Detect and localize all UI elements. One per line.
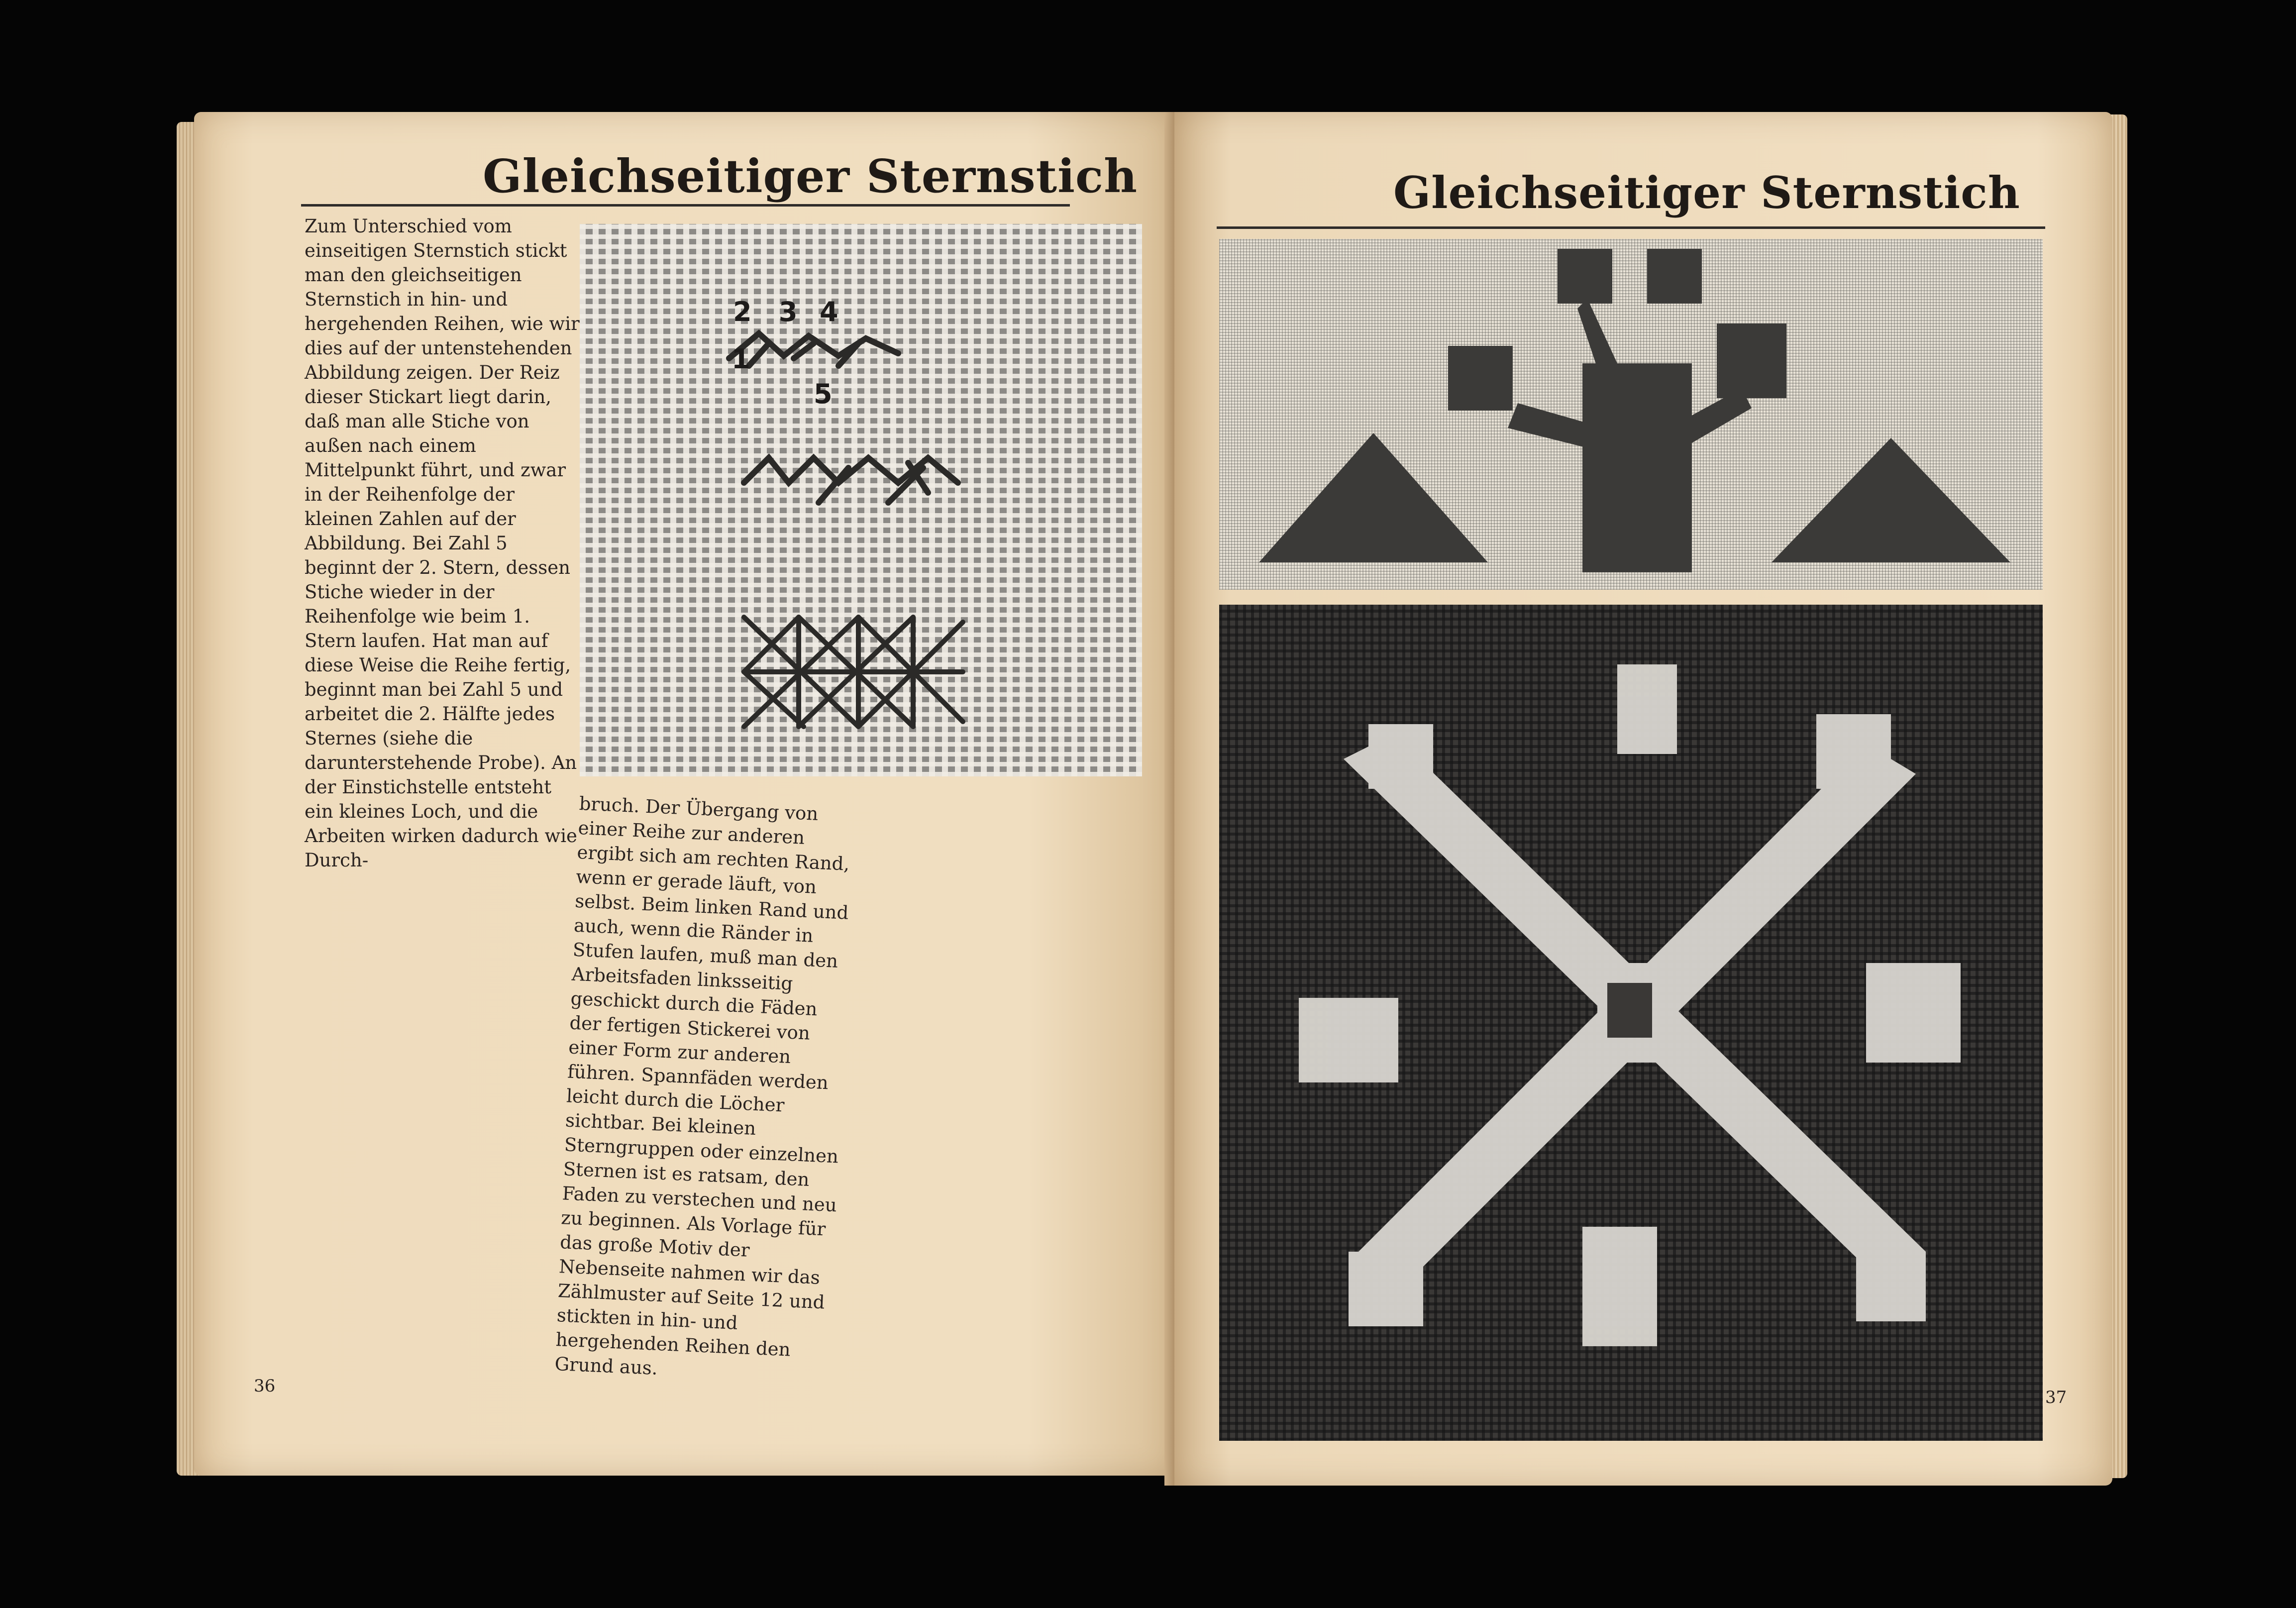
right-page-number: 37 (2045, 1388, 2067, 1407)
stitch-number-1: 1 (731, 343, 750, 375)
left-text-column-2: bruch. Der Übergang von einer Reihe zur anderen ergibt sich am rechten Rand, wenn er gerade läuft, von selbst. Beim linken Rand und auch, wenn die Ränder in Stufen laufen, muß man den Arbeitsfaden linksseitig geschickt durch die Fäden der fertigen Stickerei von einer Form zur anderen führen. Spannfäden werden leicht durch die Löcher sichtbar. Bei kleinen Sterngruppen oder einzelnen Sternen ist es ratsam, den Faden zu verstechen und neu zu beginnen. Als Vorlage für das große Motiv der Nebenseite nahmen wir das Zählmuster auf Seite 12 und stickten in hin- und hergehenden Reihen den Grund aus. (554, 792, 850, 1379)
right-title-rule (1217, 226, 2045, 229)
left-page-title: Gleichseitiger Sternstich (483, 149, 1138, 203)
stitch-number-5: 5 (814, 378, 833, 410)
right-page-title: Gleichseitiger Sternstich (1393, 167, 2020, 218)
snowflake-motif-illustration (1219, 605, 2043, 1441)
stitch-diagram-photo (580, 224, 1142, 776)
star-grid (744, 617, 963, 727)
embroidery-motif-photo-top (1219, 239, 2043, 590)
left-page-number: 36 (254, 1376, 276, 1396)
stitch-number-2: 2 (733, 296, 752, 327)
stitch-number-4: 4 (820, 296, 838, 327)
stitch-number-3: 3 (779, 296, 798, 327)
embroidery-motif-photo-bottom (1219, 605, 2043, 1441)
tree-motif-illustration (1219, 239, 2043, 590)
left-text-column-1: Zum Unterschied vom einseitigen Sternstich stickt man den gleichseitigen Sternstich in hin- und hergehenden Reihen, wie wir dies auf der untenstehenden Abbildung zeigen. Der Reiz dieser Stickart liegt darin, daß man alle Stiche von außen nach einem Mittelpunkt führt, und zwar in der Reihenfolge der kleinen Zahlen auf der Abbildung. Bei Zahl 5 beginnt der 2. Stern, dessen Stiche wieder in der Reihenfolge wie beim 1. Stern laufen. Hat man auf diese Weise die Reihe fertig, beginnt man bei Zahl 5 und arbeitet die 2. Hälfte jedes Sternes (siehe die darunterstehende Probe). An der Einstichstelle entsteht ein kleines Loch, und die Arbeiten wirken dadurch wie Durch- (305, 215, 580, 871)
left-title-rule (301, 204, 1070, 207)
star-stitch-illustration (580, 224, 1142, 776)
